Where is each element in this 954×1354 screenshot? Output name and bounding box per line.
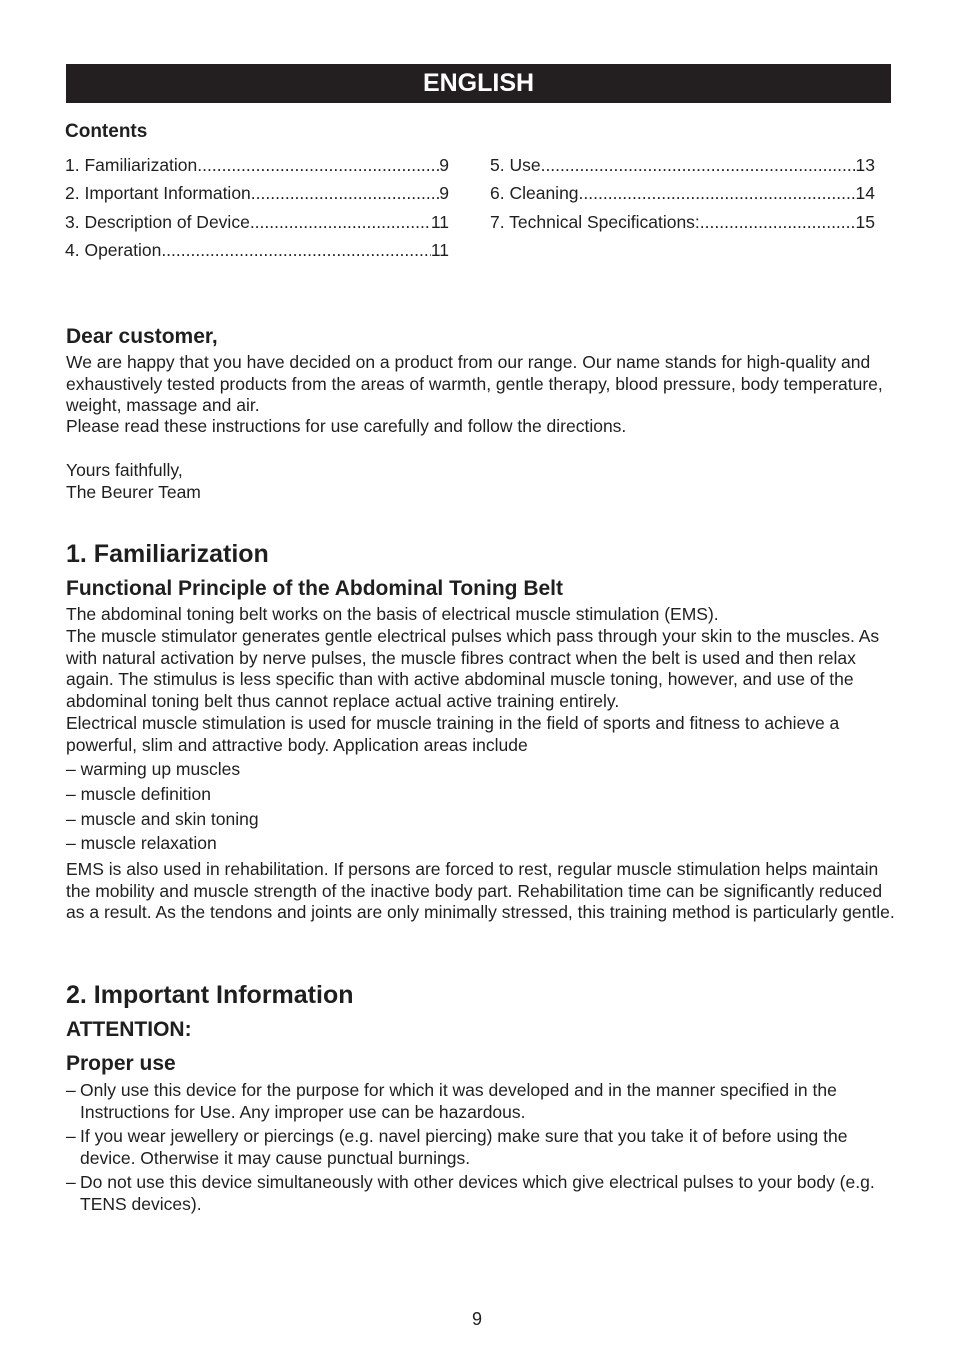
toc-entry-page: 13: [855, 155, 875, 175]
toc-entry-page: 11: [430, 211, 449, 232]
toc-entry-label: 2. Important Information: [65, 183, 251, 204]
list-item-text: Do not use this device simultaneously with other devices which give electrical pulses to your body (e.g. TENS devices).: [80, 1172, 875, 1214]
list-item-text: If you wear jewellery or piercings (e.g. navel piercing) make sure that you take it of before using the device. Otherwise it may cause punctual burnings.: [80, 1126, 848, 1168]
toc-entry-page: 11: [430, 239, 449, 260]
subheading-functional-principle: Functional Principle of the Abdominal Toning Belt: [66, 577, 563, 600]
language-banner: ENGLISH: [66, 64, 891, 103]
toc-entry-page: 14: [855, 183, 875, 204]
list-item-text: Only use this device for the purpose for which it was developed and in the manner specified in the Instructions for Use. Any improper use can be hazardous.: [80, 1080, 837, 1122]
closing-line: Yours faithfully,: [66, 460, 183, 480]
section-heading-important-information: 2. Important Information: [66, 981, 354, 1009]
toc-entry-label: 6. Cleaning: [490, 183, 579, 204]
signature-line: The Beurer Team: [66, 482, 201, 502]
toc-entry[interactable]: [490, 153, 875, 181]
toc-leader-dots: [251, 181, 439, 205]
list-item: – warming up muscles: [66, 759, 241, 779]
toc-entry-label: 1. Familiarization: [65, 155, 198, 175]
toc-entry[interactable]: [65, 153, 449, 181]
toc-right-column: [490, 153, 875, 238]
toc-entry-label: 3. Description of Device: [65, 211, 250, 232]
list-item: – muscle definition: [66, 783, 211, 804]
section-heading-familiarization: 1. Familiarization: [66, 540, 269, 568]
toc-entry[interactable]: [65, 210, 449, 238]
proper-use-list: [66, 1080, 896, 1219]
paragraph: The abdominal toning belt works on the basis of electrical muscle stimulation (EMS).: [66, 604, 719, 624]
dash-marker: –: [66, 1080, 76, 1100]
toc-leader-dots: [700, 210, 856, 234]
intro-paragraph: We are happy that you have decided on a product from our range. Our name stands for high-quality and exhaustively tested products from the areas of warmth, gentle therapy, blood pressure, body temperature, weight, massage and air.: [66, 352, 883, 416]
toc-entry-label: 7. Technical Specifications:: [490, 211, 700, 232]
toc-leader-dots: [579, 181, 856, 205]
contents-title: Contents: [65, 121, 148, 142]
toc-leader-dots: [541, 153, 856, 177]
toc-entry-label: 4. Operation: [65, 239, 162, 260]
list-item: [66, 1126, 896, 1169]
toc-entry[interactable]: [65, 238, 449, 266]
toc-left-column: [65, 153, 449, 266]
toc-entry-label: 5. Use: [490, 155, 541, 175]
list-item: [66, 1080, 896, 1123]
application-areas-list: [66, 757, 896, 856]
intro-instruction: Please read these instructions for use carefully and follow the directions.: [66, 416, 627, 436]
toc-entry-page: 9: [439, 155, 449, 175]
toc-entry[interactable]: [65, 181, 449, 209]
list-item: – muscle and skin toning: [66, 808, 259, 829]
toc-entry-page: 15: [855, 211, 875, 232]
toc-entry-page: 9: [439, 183, 449, 204]
greeting-heading: Dear customer,: [66, 325, 218, 348]
list-item: – muscle relaxation: [66, 833, 217, 854]
paragraph: Electrical muscle stimulation is used for muscle training in the field of sports and fitness to achieve a powerful, slim and attractive body. Application areas include: [66, 713, 840, 755]
dash-marker: –: [66, 1172, 76, 1193]
toc-leader-dots: [161, 238, 431, 262]
paragraph: EMS is also used in rehabilitation. If persons are forced to rest, regular muscle stimulation helps maintain the mobility and muscle strength of the inactive body part. Rehabilitation time can be significantly reduced as a result. As the tendons and joints are only minimally stressed, this training method is particularly gentle.: [66, 859, 895, 923]
paragraph: The muscle stimulator generates gentle electrical pulses which pass through your skin to the muscles. As with natural activation by nerve pulses, the muscle fibres contract when the belt is used and then relax again. The stimulus is less specific than with active abdominal muscle toning, however, and use of the abdominal toning belt thus cannot replace actual active training entirely.: [66, 626, 880, 711]
toc-leader-dots: [250, 210, 431, 234]
page-number: 9: [471, 1309, 482, 1329]
toc-entry[interactable]: [490, 181, 875, 209]
attention-heading: ATTENTION:: [66, 1018, 192, 1041]
dash-marker: –: [66, 1126, 76, 1147]
toc-leader-dots: [197, 153, 439, 177]
list-item: [66, 1172, 896, 1215]
toc-entry[interactable]: [490, 210, 875, 238]
subheading-proper-use: Proper use: [66, 1052, 176, 1075]
